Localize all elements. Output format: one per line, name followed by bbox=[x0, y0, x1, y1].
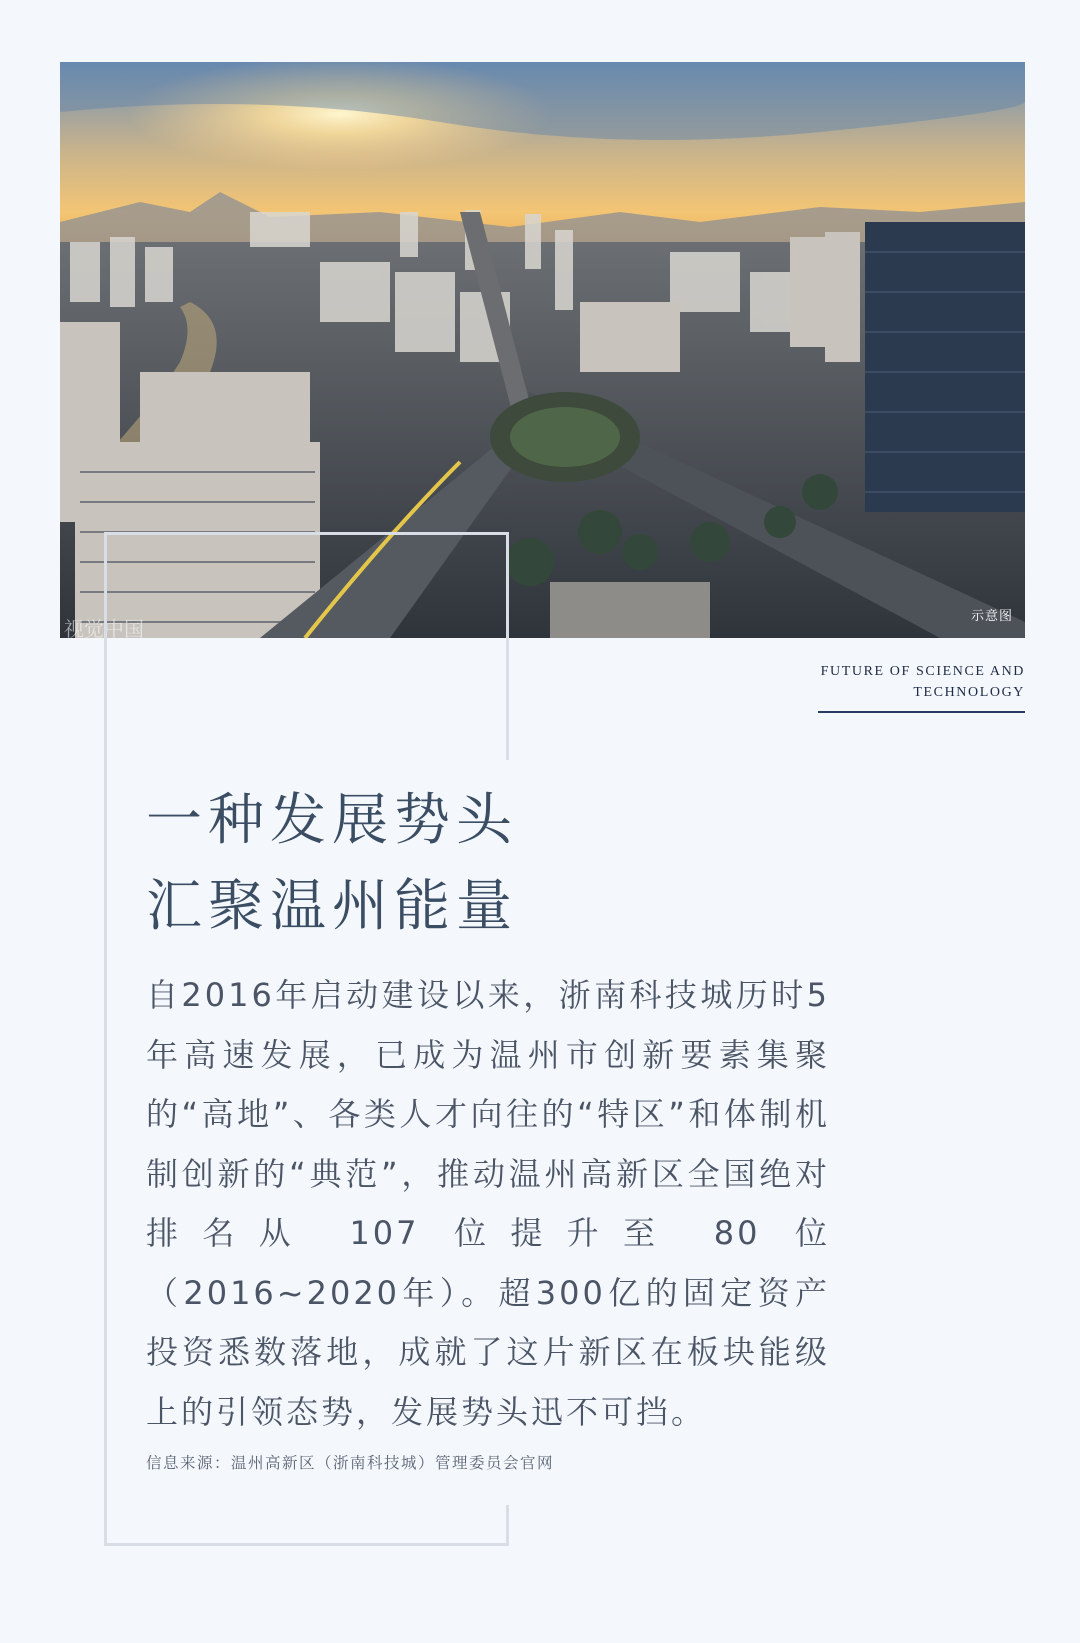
subtitle-underline bbox=[818, 711, 1025, 713]
title-line1: 一种发展势头 bbox=[146, 788, 518, 853]
english-subtitle-line2: TECHNOLOGY bbox=[913, 685, 1025, 700]
title-line2: 汇聚温州能量 bbox=[146, 874, 518, 939]
photo-caption: 示意图 bbox=[970, 609, 1013, 624]
english-subtitle bbox=[821, 661, 1025, 703]
photo-watermark: 视觉中国 bbox=[64, 617, 144, 638]
english-subtitle-line1: FUTURE OF SCIENCE AND bbox=[820, 664, 1025, 679]
body-paragraph: 自2016年启动建设以来，浙南科技城历时5年高速发展，已成为温州市创新要素集聚的“高地”、各类人才向往的“特区”和体制机制创新的“典范”，推动温州高新区全国绝对排名从 107 位提升至 80 位（2016~2020年）。超300亿的固定资产投资悉数落地，成就了这片新区在板块能级上的引领态势，发展势头迅不可挡。 bbox=[146, 976, 830, 1431]
page-title bbox=[146, 778, 518, 950]
source-note: 信息来源：温州高新区（浙南科技城）管理委员会官网 bbox=[146, 1454, 555, 1472]
